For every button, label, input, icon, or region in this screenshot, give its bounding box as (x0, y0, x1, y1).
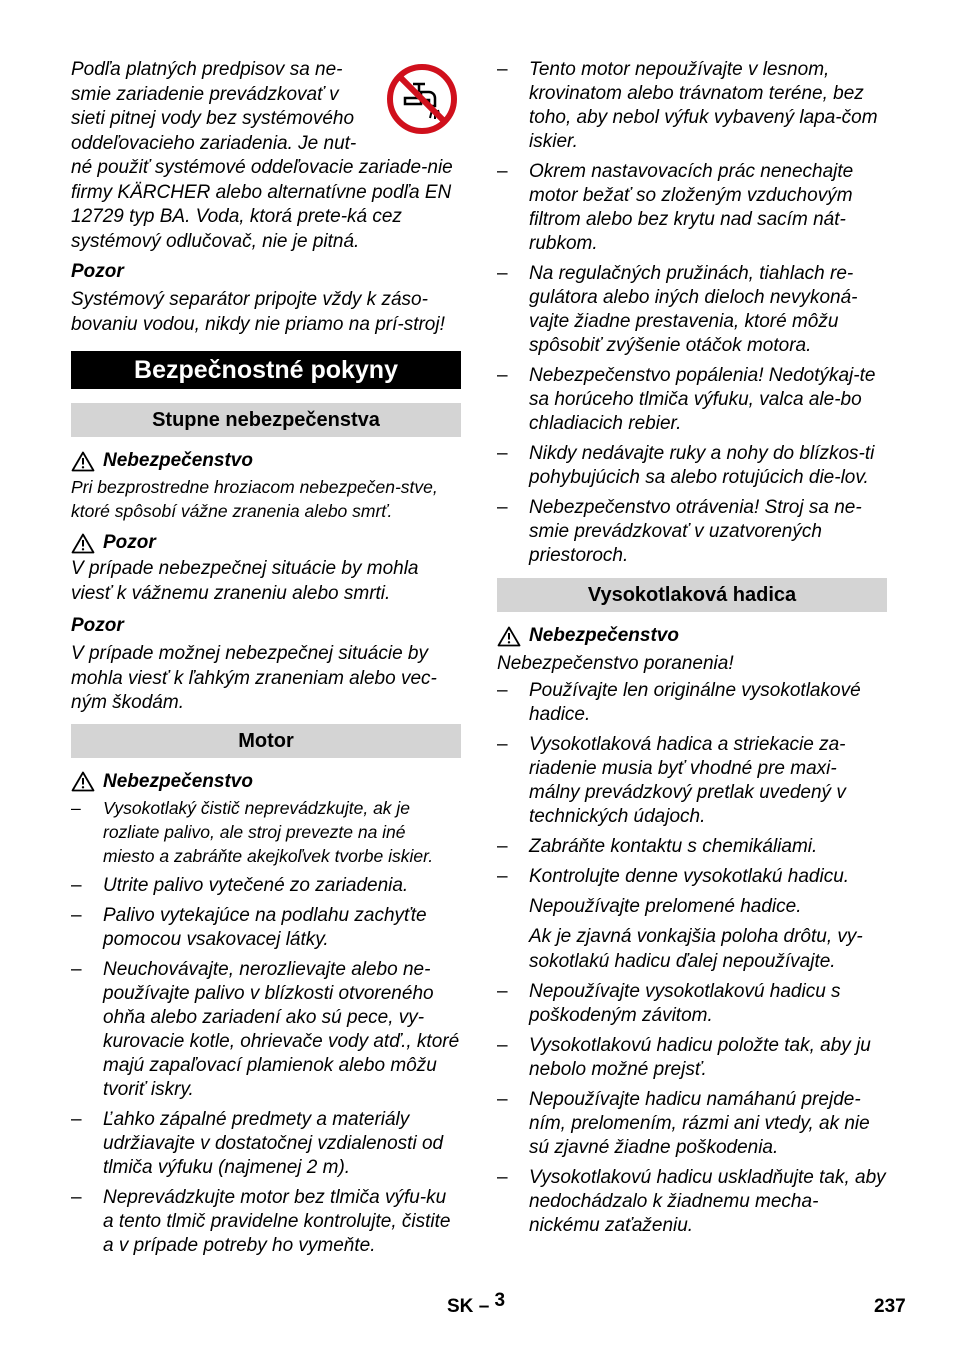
list-dash: – (497, 263, 508, 284)
list-dash: – (71, 797, 81, 818)
danger-label: Nebezpečenstvo (103, 770, 253, 792)
list-item: – Nepoužívajte hadicu namáhanú prejde-ním, prelomením, rázmi ani vtedy, ak nie sú zjavné žiadne poškodenia. (497, 1089, 870, 1158)
danger-heading (71, 770, 461, 794)
footer-section (447, 1290, 506, 1318)
list-item: – Kontrolujte denne vysokotlakú hadicu. (497, 865, 850, 887)
list-dash: – (71, 874, 82, 896)
danger-label: Nebezpečenstvo (103, 450, 253, 471)
list-item: – Nepoužívajte vysokotlakovú hadicu s poškodeným závitom. (497, 981, 841, 1026)
footer-lang: SK (447, 1296, 474, 1317)
subsection-heading-hose: Vysokotlaková hadica (497, 578, 887, 612)
list-item: – Palivo vytekajúce na podlahu zachyťte pomocou vsakovacej látky. (71, 904, 427, 950)
danger-heading (497, 624, 887, 648)
list-dash: – (497, 1035, 508, 1056)
list-dash: – (497, 679, 508, 701)
list-item: – Zabráňte kontaktu s chemikáliami. (497, 835, 818, 857)
motor-list (71, 796, 461, 1258)
list-item: – Vysokotlaký čistič neprevádzkujte, ak je rozliate palivo, ale stroj prevezte na iné miesto a zabráňte akejkoľvek tvorbe iskier. (71, 797, 434, 866)
list-dash: – (497, 1089, 508, 1110)
list-dash: – (497, 59, 508, 80)
list-dash: – (497, 443, 508, 464)
right-column (497, 58, 887, 1244)
list-dash: – (497, 161, 508, 182)
danger-label: Nebezpečenstvo (529, 625, 679, 646)
list-dash: – (497, 497, 508, 518)
pozor-label: Pozor (71, 261, 124, 282)
list-dash: – (71, 904, 82, 926)
subsection-heading-motor: Motor (71, 724, 461, 758)
list-item: – Utrite palivo vytečené zo zariadenia. (71, 874, 409, 896)
hose-subtext: Nepoužívajte prelomené hadice. (529, 895, 802, 917)
danger-heading (71, 449, 461, 473)
list-dash: – (497, 981, 508, 1002)
section-title: Bezpečnostné pokyny (71, 351, 461, 389)
list-item: – Ľahko zápalné predmety a materiály udržiavajte v dostatočnej vzdialenosti od tlmiča výfuku (najmenej 2 m). (71, 1108, 444, 1178)
no-tap-water-icon (385, 62, 459, 136)
pozor-text: Systémový separátor pripojte vždy k záso-bovaniu vodou, nikdy nie priamo na prí-stroj! (71, 289, 445, 335)
list-dash: – (71, 1186, 82, 1208)
caution-label: Pozor (71, 615, 124, 636)
list-item: – Neuchovávajte, nerozlievajte alebo ne-používajte palivo v blízkosti otvoreného ohňa alebo zariadení ako sú pece, vy-kurovacie kotle, ohrievače vody atď., ktoré majú zapaľovací plamienok alebo môžu tvoriť iskry. (71, 958, 460, 1100)
intro-line: smie zariadenie prevádzkovať v (71, 83, 339, 105)
list-item: – Tento motor nepoužívajte v lesnom, krovinatom alebo trávnatom teréne, bez toho, aby nebol výfuk vybavený lapa-čom iskier. (497, 59, 878, 152)
intro-text: né použiť systémové oddeľovacie zariade-nie firmy KÄRCHER alebo alternatívne podľa EN 12729 typ BA. Voda, ktorá prete-ká cez systémový odlučovač, nie je pitná. (71, 157, 453, 252)
hose-intro: Nebezpečenstvo poranenia! (497, 653, 734, 674)
list-item: – Nebezpečenstvo popálenia! Nedotýkaj-te sa horúceho tlmiča výfuku, valca ale-bo chladiacich rebier. (497, 365, 876, 434)
subsection-heading-stupne: Stupne nebezpečenstva (71, 403, 461, 437)
left-column (71, 58, 461, 1264)
list-item: – Vysokotlakovú hadicu uskladňujte tak, aby nedochádzalo k žiadnemu mecha-nickému zaťaženiu. (497, 1167, 886, 1236)
list-item: – Neprevádzkujte motor bez tlmiča výfu-ku a tento tlmič pravidelne kontrolujte, čistite a v prípade potreby ho vymeňte. (71, 1186, 451, 1256)
caution-text: V prípade možnej nebezpečnej situácie by mohla viesť k ľahkým zraneniam alebo vec-ným škodám. (71, 643, 437, 713)
list-dash: – (71, 958, 82, 980)
intro-line: sieti pitnej vody bez systémového (71, 108, 355, 129)
danger-text: Pri bezprostredne hroziacom nebezpečen-stve, ktoré spôsobí vážne zranenia alebo smrť. (71, 477, 438, 521)
warning-triangle-icon (71, 533, 95, 554)
list-item: – Na regulačných pružinách, tiahlach re-gulátora alebo iných dieloch nevykoná-vajte žiadne prestavenia, ktoré môžu spôsobiť zvýšenie otáčok motora. (497, 263, 858, 356)
list-item: – Nebezpečenstvo otrávenia! Stroj sa ne-smie prevádzkovať v uzatvorených priestoroch. (497, 497, 862, 566)
list-item: – Vysokotlaková hadica a striekacie za-riadenie musia byť vhodné pre maxi-málny prevádzkový pretlak uvedený v technických údajoch. (497, 733, 846, 827)
warning-text: V prípade nebezpečnej situácie by mohla viesť k vážnemu zraneniu alebo smrti. (71, 558, 419, 604)
list-dash: – (497, 1167, 508, 1188)
list-dash: – (71, 1108, 82, 1130)
footer-dash: – (478, 1296, 490, 1317)
warning-heading (71, 531, 461, 555)
list-dash: – (497, 835, 508, 857)
motor-list-continued (497, 58, 887, 568)
list-dash: – (497, 733, 508, 755)
list-item: – Používajte len originálne vysokotlakové hadice. (497, 679, 861, 725)
hose-subtext: Ak je zjavná vonkajšia poloha drôtu, vy-sokotlakú hadicu ďalej nepoužívajte. (529, 926, 863, 972)
warning-triangle-icon (497, 626, 521, 647)
list-dash: – (497, 865, 508, 887)
intro-block (71, 58, 461, 254)
warning-triangle-icon (71, 451, 95, 472)
hose-list (497, 679, 887, 889)
list-item: – Okrem nastavovacích prác nenechajte motor bežať so zloženým vzduchovým filtrom alebo bez krytu nad sacím nát-rubkom. (497, 161, 854, 254)
list-item: – Nikdy nedávajte ruky a nohy do blízkos-ti pohybujúcich sa alebo rotujúcich die-lov. (497, 443, 875, 488)
warning-triangle-icon (71, 771, 95, 792)
intro-line: Podľa platných predpisov sa ne- (71, 59, 343, 80)
page-number: 237 (874, 1296, 906, 1317)
warning-label: Pozor (103, 532, 156, 553)
list-dash: – (497, 365, 508, 386)
footer-section-page: 3 (494, 1290, 506, 1311)
intro-line: oddeľovacieho zariadenia. Je nut- (71, 132, 357, 154)
hose-list-continued (497, 980, 887, 1238)
list-item: – Vysokotlakovú hadicu položte tak, aby ju nebolo možné prejsť. (497, 1035, 871, 1080)
